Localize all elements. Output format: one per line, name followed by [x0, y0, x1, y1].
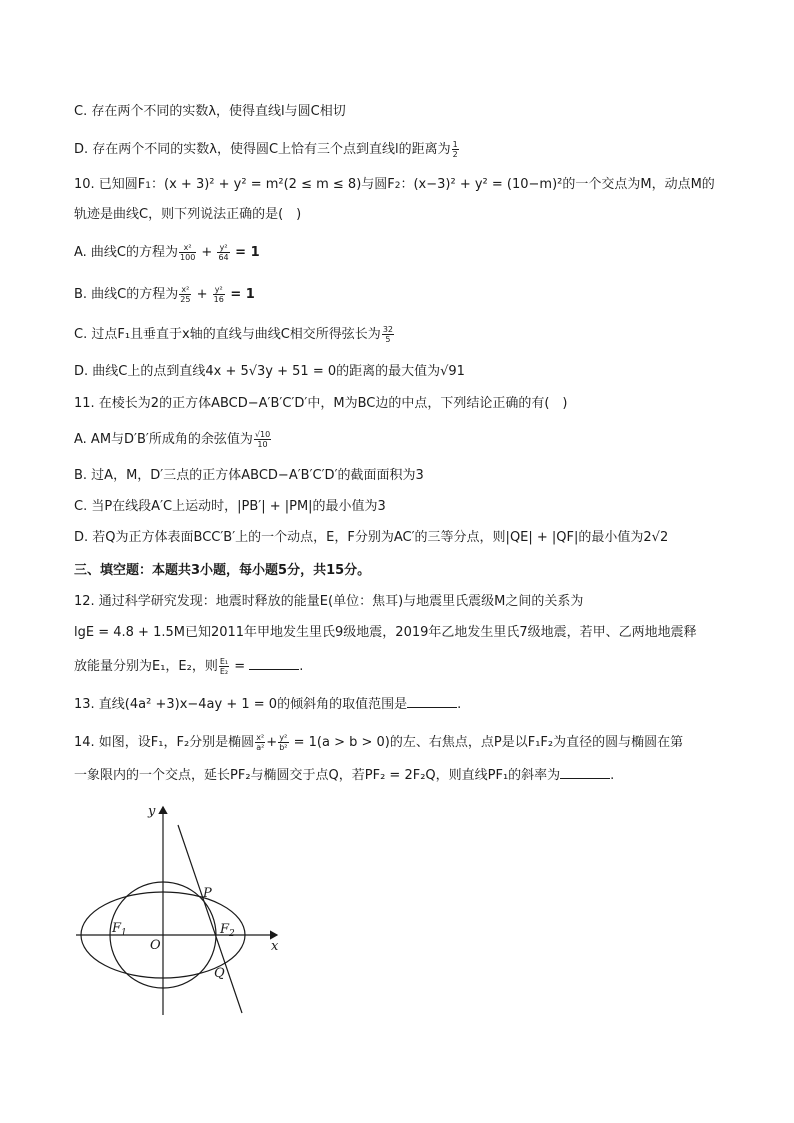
q9-d-fraction: [452, 140, 459, 159]
q10-b-post: = 1: [225, 287, 255, 302]
f2-letter: F: [220, 922, 230, 937]
ellipse-circle-figure: [72, 795, 312, 1045]
q14-line2-text: 一象限内的一个交点，延长PF₂与椭圆交于点Q，若PF₂ = 2F₂Q，则直线PF₁的斜率为: [74, 768, 561, 783]
q11-option-a: [74, 430, 734, 450]
f2-label: [219, 922, 235, 939]
section-3-heading: 三、填空题：本题共3小题，每小题5分，共15分。: [74, 563, 371, 578]
q14-f2d: b²: [279, 743, 288, 752]
q10-stem-line2: 轨迹是曲线C，则下列说法正确的是( ): [74, 207, 302, 222]
q14-line1-post: = 1(a > b > 0)的左、右焦点，点P是以F₁F₂为直径的圆与椭圆在第: [289, 735, 684, 750]
q10-b-f2n: y²: [213, 285, 225, 295]
q10-b-f1d: 25: [180, 295, 191, 304]
q11-a-pre: A. AM与D′B′所成角的余弦值为: [74, 432, 253, 447]
q13-answer-blank[interactable]: [407, 695, 457, 708]
q10-stem-line1: [74, 175, 734, 196]
q10-c-pre: C. 过点F₁且垂直于x轴的直线与曲线C相交所得弦长为: [74, 327, 381, 342]
q11-a-fn: √10: [254, 430, 271, 439]
q14-line1: 14. 如图，设F₁，F₂分别是椭圆 $\frac{\text{x²}}{\text{a²}}$ + $\frac{\text{y²}}{\text{b²}}$ = 1(a > b > 0)的左、右焦点，点P是以F₁F₂为直径的圆与椭圆在第: [74, 733, 684, 752]
q10-option-a: A. 曲线C的方程为 $\frac{\text{x²}}{100}$ + $\frac{\text{y²}}{64}$ = 1: [74, 243, 260, 262]
y-axis-label: y: [148, 804, 156, 819]
q9-d-frac-den: 2: [452, 150, 458, 159]
q10-b-f2d: 16: [213, 295, 224, 304]
q10-a-f1d: 100: [180, 253, 196, 262]
f1-letter: F: [112, 921, 122, 936]
q12-line3-pre: 放能量分别为E₁，E₂，则: [74, 659, 218, 674]
q12-line1: 12. 通过科学研究发现：地震时释放的能量E(单位：焦耳)与地震里氏震级M之间的关系为: [74, 594, 584, 609]
q10-a-post: = 1: [230, 245, 260, 260]
x-axis-label: x: [271, 939, 279, 954]
q10-sub1: 1: [145, 181, 152, 191]
q12-fn: E₁: [219, 657, 229, 666]
q14-frac1: [255, 733, 265, 752]
q10-a-frac1: [179, 243, 196, 262]
q12-end: .: [299, 659, 304, 674]
origin-label: O: [150, 938, 161, 953]
q11-option-b: B. 过A，M，D′三点的正方体ABCD−A′B′C′D′的截面面积为3: [74, 468, 424, 483]
q9-option-d: [74, 140, 734, 160]
q13-pre: 13. 直线(4a² +3)x−4ay + 1 = 0的倾斜角的取值范围是: [74, 697, 408, 712]
q14-line1-pre: 14. 如图，设F₁，F₂分别是椭圆: [74, 735, 255, 750]
q10-b-f1n: x²: [179, 285, 191, 295]
q14-end: .: [610, 768, 615, 783]
q10-option-c: [74, 325, 734, 345]
point-p-label: P: [203, 886, 212, 901]
q13-line: [74, 695, 734, 715]
f2-sub: 2: [229, 929, 235, 939]
q10-b-pre: B. 曲线C的方程为: [74, 287, 179, 302]
q10-stem-part-a: 10. 已知圆F: [74, 177, 146, 192]
q11-stem: 11. 在棱长为2的正方体ABCD−A′B′C′D′中，M为BC边的中点，下列结论正确的有( ): [74, 396, 568, 411]
q12-line2: lgE = 4.8 + 1.5M已知2011年甲地发生里氏9级地震，2019年乙地发生里氏7级地震，若甲、乙两地地震释: [74, 625, 697, 640]
q14-answer-blank[interactable]: [560, 766, 610, 779]
q11-a-fd: 10: [257, 440, 268, 449]
q10-option-b: B. 曲线C的方程为 $\frac{\text{x²}}{25}$ + $\frac{\text{y²}}{16}$ = 1: [74, 285, 255, 304]
q10-a-pre: A. 曲线C的方程为: [74, 245, 179, 260]
q12-line3: [74, 657, 734, 677]
q9-option-d-text: D. 存在两个不同的实数λ，使得圆C上恰有三个点到直线l的距离为: [74, 142, 451, 157]
f1-sub: 1: [121, 928, 127, 938]
f1-label: [111, 921, 127, 938]
q10-a-f2n: y²: [217, 243, 229, 253]
line-pq: [178, 825, 242, 1013]
q10-option-d: D. 曲线C上的点到直线4x + 5√3y + 51 = 0的距离的最大值为√91: [74, 364, 465, 379]
point-q-label: Q: [214, 966, 225, 981]
q10-c-fn: 32: [382, 325, 393, 334]
q14-frac2: [278, 733, 288, 752]
q10-c-fd: 5: [385, 335, 391, 344]
q11-a-frac: [254, 430, 271, 449]
q10-c-frac: [382, 325, 394, 344]
q14-f1n: x²: [256, 733, 265, 742]
q13-end: .: [457, 697, 462, 712]
q9-d-frac-num: 1: [452, 140, 458, 149]
q12-fd: E₂: [219, 667, 229, 676]
q10-a-f2d: 64: [218, 253, 229, 262]
q10-stem-part-c: ：(x−3)² + y² = (10−m)²的一个交点为M，动点M的: [400, 177, 715, 192]
q11-option-c: C. 当P在线段A′C上运动时，|PB′| + |PM|的最小值为3: [74, 499, 386, 514]
q10-stem-part-b: ：(x + 3)² + y² = m²(2 ≤ m ≤ 8)与圆F: [151, 177, 395, 192]
q10-a-f1n: x²: [179, 243, 196, 253]
q10-sub2: 2: [394, 181, 401, 191]
q10-b-frac1: [179, 285, 191, 304]
q10-b-frac2: [213, 285, 225, 304]
q14-f1d: a²: [256, 743, 265, 752]
q12-line3-post: =: [230, 659, 250, 674]
q12-frac: [219, 657, 229, 676]
q11-option-d: D. 若Q为正方体表面BCC′B′上的一个动点，E，F分别为AC′的三等分点，则|QE| + |QF|的最小值为2√2: [74, 530, 669, 545]
q14-line2: [74, 766, 734, 786]
q14-f2n: y²: [279, 733, 288, 742]
q9-option-c: C. 存在两个不同的实数λ，使得直线l与圆C相切: [74, 104, 346, 119]
q10-a-frac2: [217, 243, 229, 262]
q12-answer-blank[interactable]: [249, 657, 299, 670]
